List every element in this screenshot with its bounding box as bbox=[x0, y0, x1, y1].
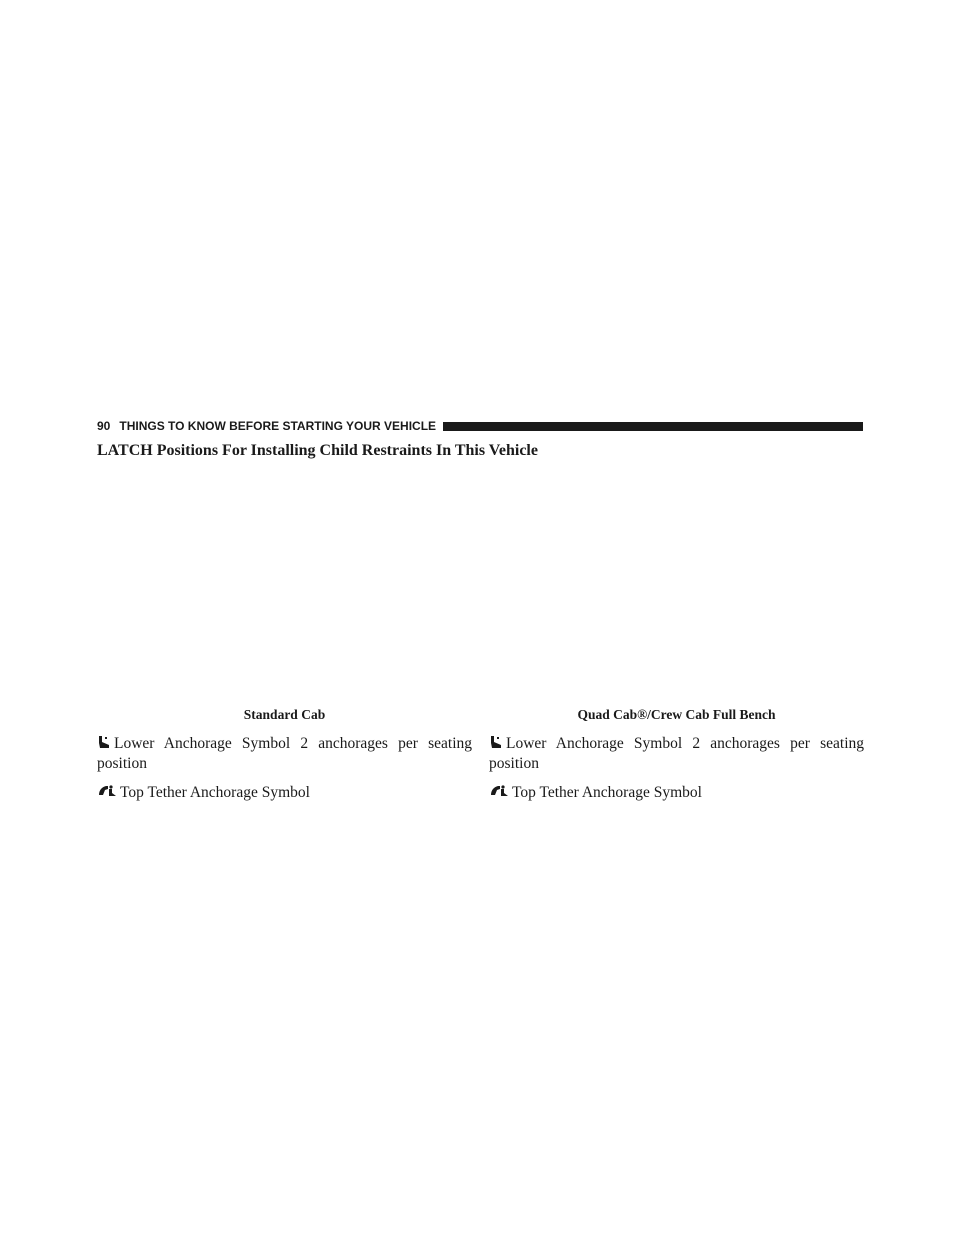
figure-caption: Standard Cab bbox=[243, 707, 326, 722]
lower-anchorage-icon bbox=[97, 735, 111, 754]
legend-text: Lower Anchorage Symbol 2 anchorages per seating position bbox=[489, 735, 864, 772]
lower-anchorage-icon bbox=[489, 735, 503, 754]
legend-top-tether bbox=[489, 783, 864, 803]
legend-text: Lower Anchorage Symbol 2 anchorages per seating position bbox=[97, 735, 472, 772]
legend-text: Top Tether Anchorage Symbol bbox=[512, 784, 702, 801]
figure-caption: Quad Cab®/Crew Cab Full Bench bbox=[577, 707, 776, 722]
legend-top-tether bbox=[97, 783, 472, 803]
page-number: 90 bbox=[97, 419, 111, 433]
section-title: LATCH Positions For Installing Child Restraints In This Vehicle bbox=[97, 442, 538, 459]
header-rule bbox=[443, 422, 863, 431]
legend-lower-anchorage bbox=[97, 734, 472, 773]
page-header bbox=[97, 418, 863, 434]
top-tether-icon bbox=[489, 784, 509, 803]
legend-lower-anchorage bbox=[489, 734, 864, 773]
top-tether-icon bbox=[97, 784, 117, 803]
figure-standard-cab bbox=[97, 706, 472, 813]
chapter-title: THINGS TO KNOW BEFORE STARTING YOUR VEHICLE bbox=[119, 419, 437, 433]
legend-text: Top Tether Anchorage Symbol bbox=[120, 784, 310, 801]
figure-quad-crew-cab bbox=[489, 706, 864, 813]
